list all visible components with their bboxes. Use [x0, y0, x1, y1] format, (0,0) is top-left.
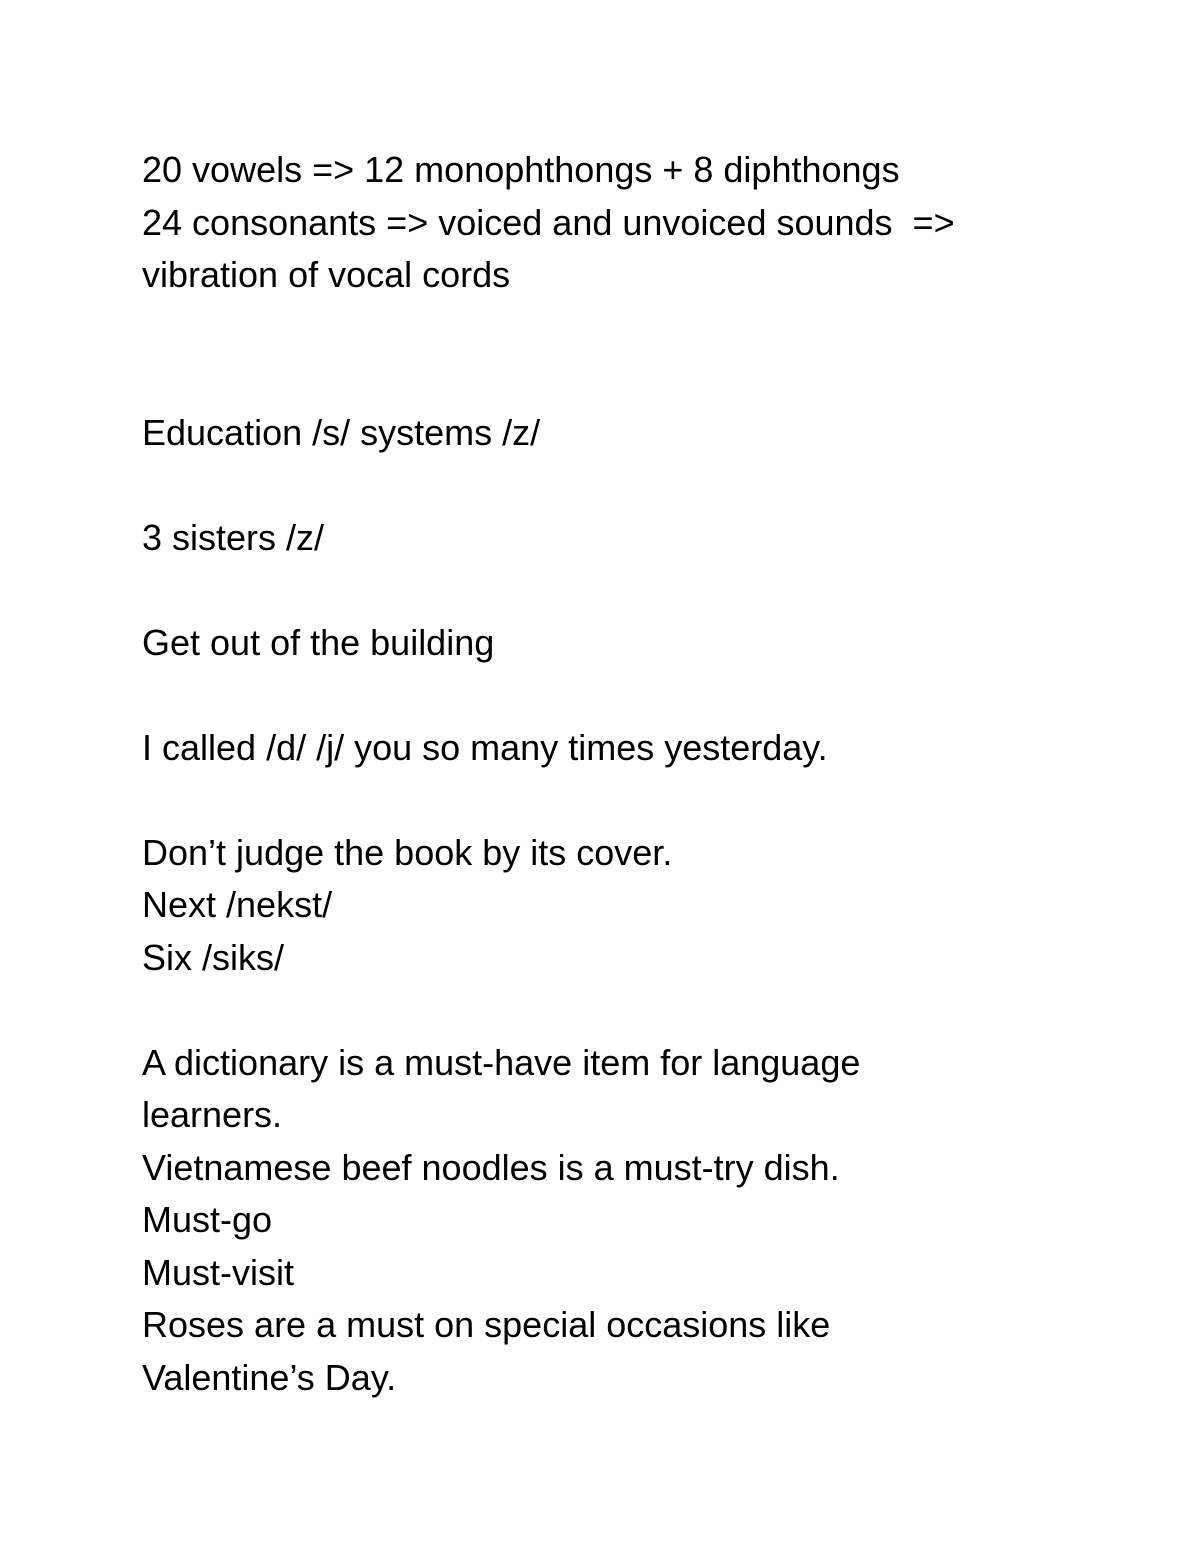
text-line: Vietnamese beef noodles is a must-try dish. [142, 1146, 840, 1188]
text-line: Must-go [142, 1199, 273, 1240]
blank-line [142, 774, 1042, 827]
text-line: A dictionary is a must-have item for language [142, 1041, 861, 1083]
text-line: Six /siks/ [142, 936, 285, 978]
blank-line [142, 669, 1042, 722]
document-body [142, 144, 1042, 1404]
text-line: Don’t judge the book by its cover. [142, 831, 673, 873]
text-line: Roses are a must on special occasions like [142, 1304, 831, 1345]
blank-line [142, 354, 1042, 407]
text-line: Get out of the building [142, 621, 495, 663]
text-line: 24 consonants => voiced and unvoiced sounds => [142, 201, 955, 243]
blank-line [142, 459, 1042, 512]
text-line: Must-visit [142, 1251, 294, 1293]
text-line: 20 vowels => 12 monophthongs + 8 diphthongs [142, 149, 900, 190]
blank-line [142, 302, 1042, 355]
text-line: vibration of vocal cords [142, 254, 511, 295]
text-line: I called /d/ /j/ you so many times yesterday. [142, 726, 828, 768]
blank-line [142, 984, 1042, 1037]
text-line: Valentine’s Day. [142, 1356, 397, 1398]
text-line: learners. [142, 1094, 283, 1135]
text-line: 3 sisters /z/ [142, 516, 325, 558]
blank-line [142, 564, 1042, 617]
text-line: Education /s/ systems /z/ [142, 411, 541, 453]
text-line: Next /nekst/ [142, 884, 333, 925]
